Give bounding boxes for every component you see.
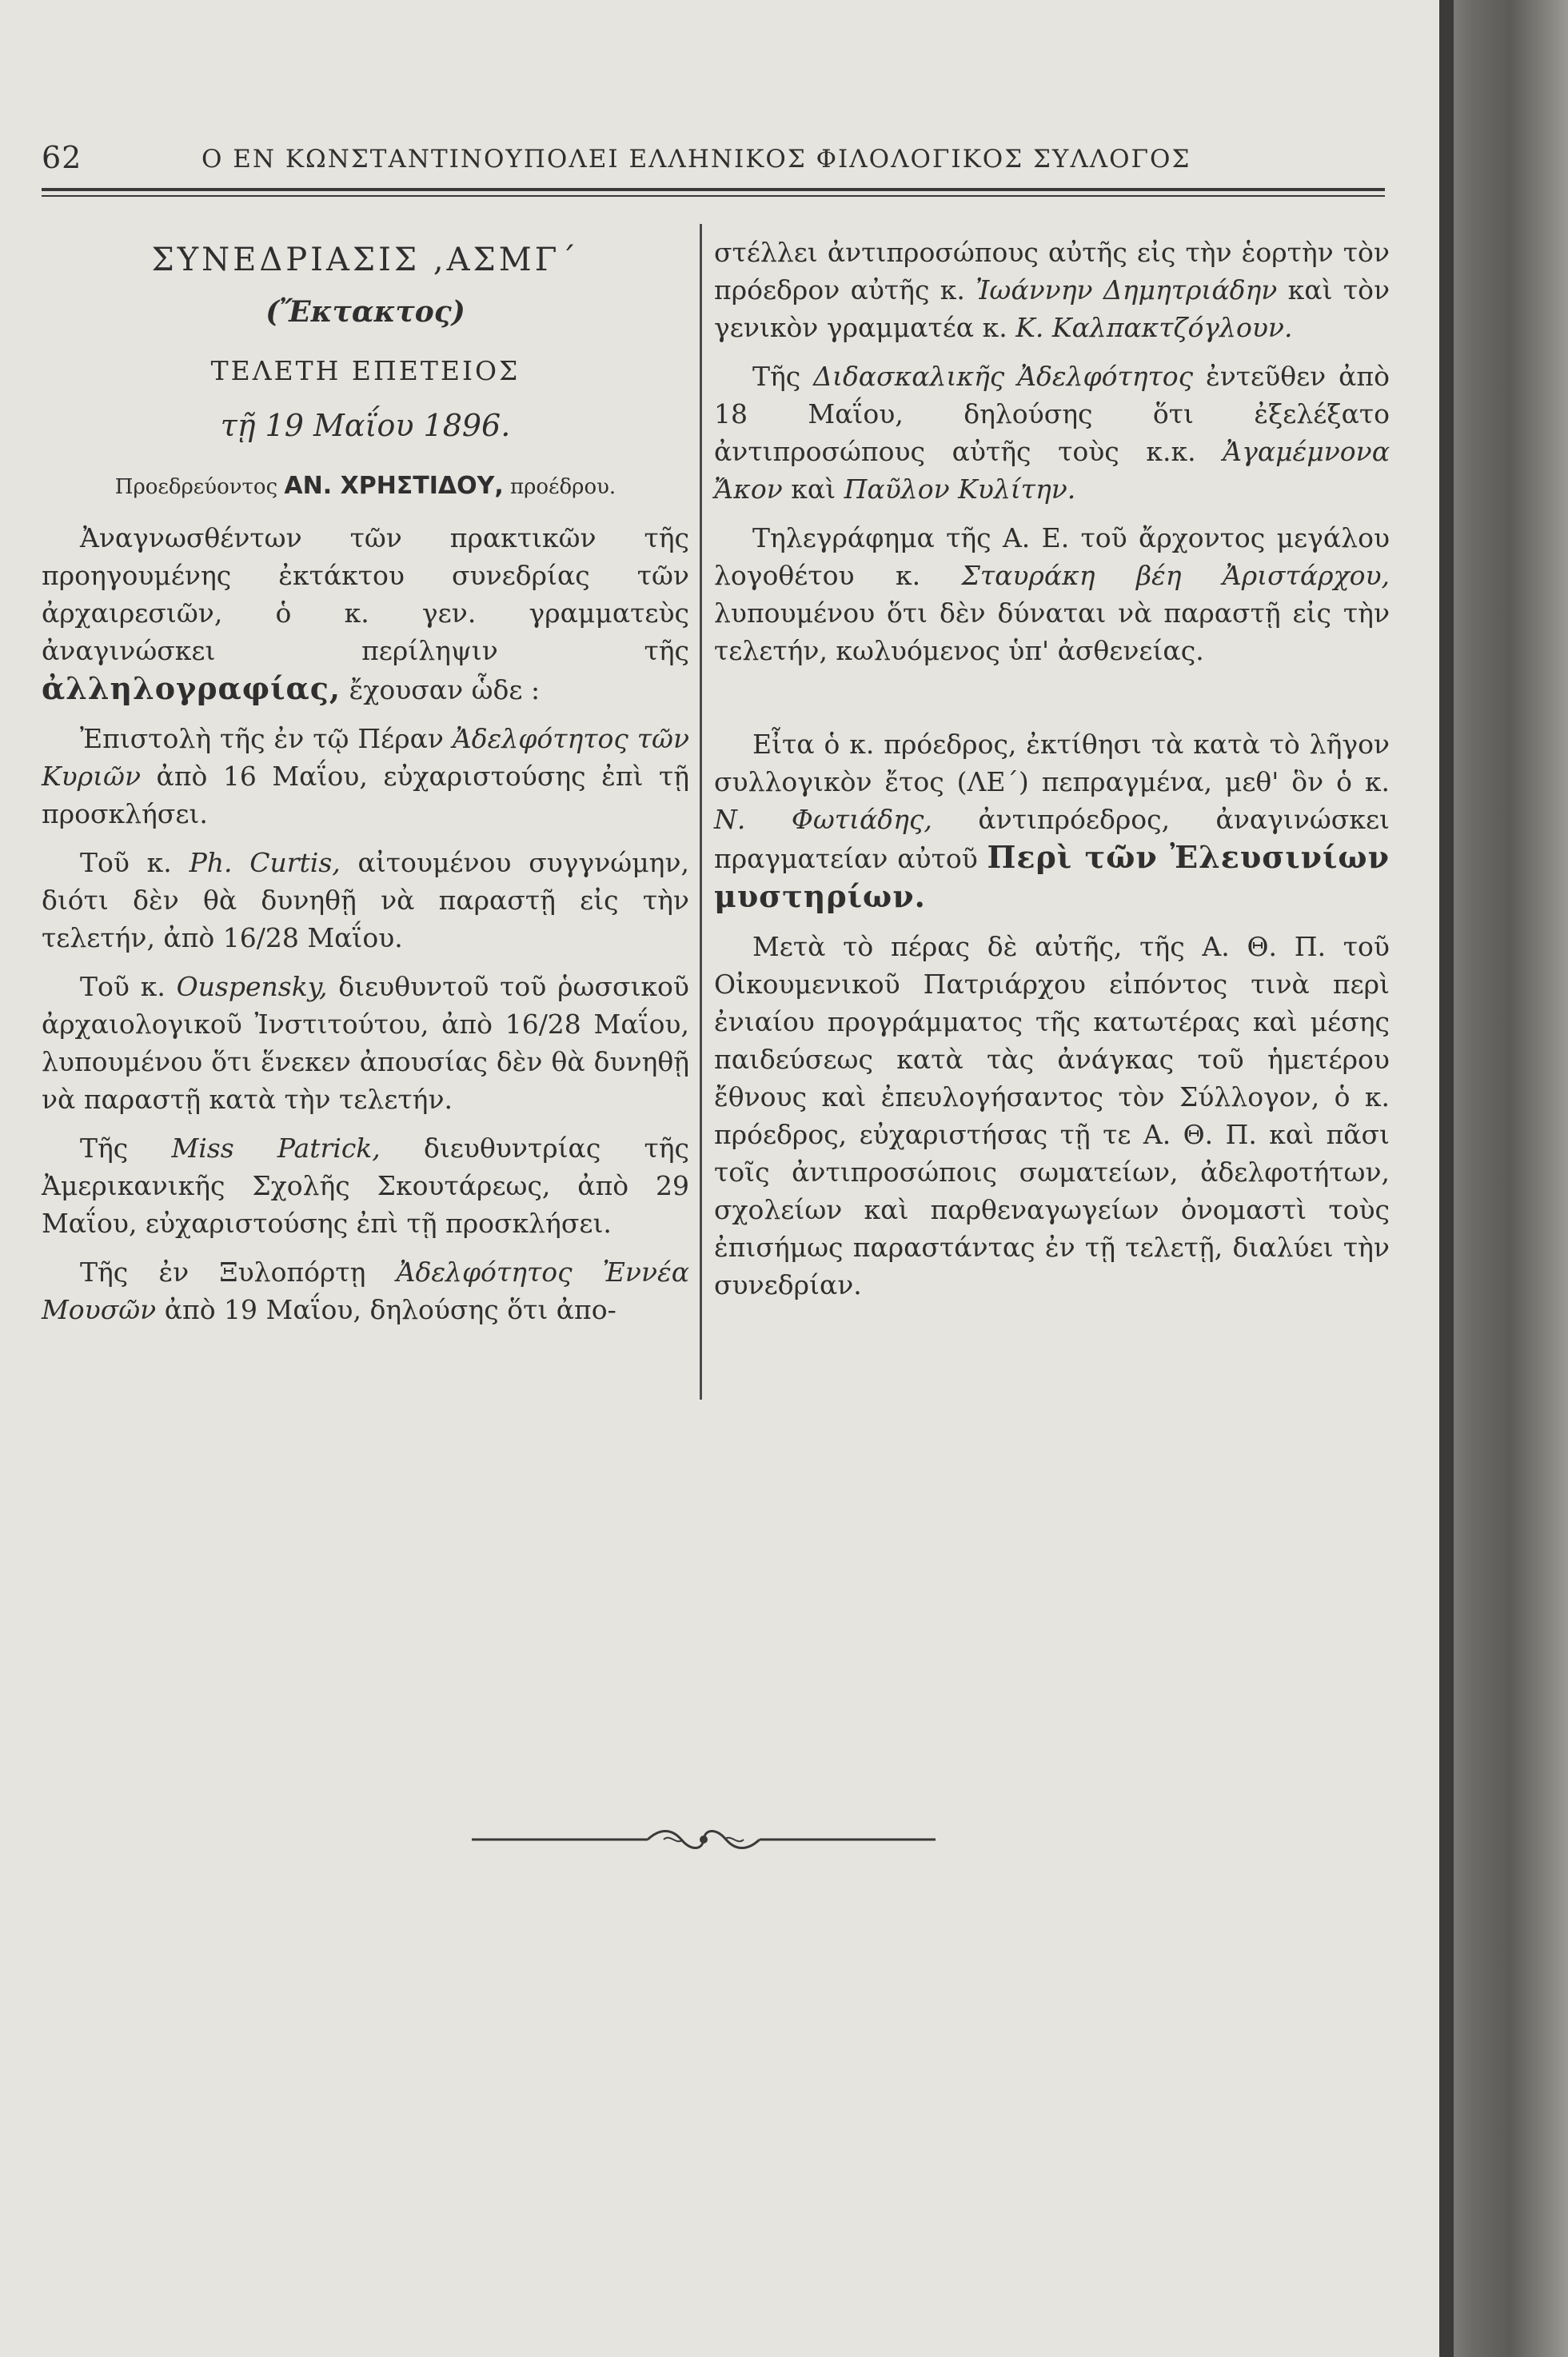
binding-gutter — [1439, 0, 1454, 2357]
paragraph-letter-patrick — [42, 1129, 689, 1242]
text-run: ἀντιπρόεδρος, ἀναγινώσκει πραγματείαν αὐτοῦ — [714, 804, 1390, 874]
paragraph-closing: Μετὰ τὸ πέρας δὲ αὐτῆς, τῆς Α. Θ. Π. τοῦ Οἰκουμενικοῦ Πατριάρχου εἰπόντος τινὰ περὶ ἐνιαίου προγράμματος τῆς κατωτέρας καὶ μέσης παιδεύσεως κατὰ τὰς ἀνάγκας τοῦ ἡμετέρου ἔθνους καὶ ἐπευλογήσαντος τὸν Σύλλογον, ὁ κ. πρόεδρος, εὐχαριστήσας τῇ τε Α. Θ. Π. καὶ πᾶσι τοῖς ἀντιπροσώποις σωματείων, ἀδελφοτήτων, σχολείων καὶ παρθεναγωγείων ὀνομαστὶ τοὺς ἐπισήμως παραστάντας ἐν τῇ τελετῇ, διαλύει τὴν συνεδρίαν. — [714, 931, 1390, 1300]
italic-name: Ν. Φωτιάδης, — [714, 804, 932, 835]
text-run: ἀπὸ 16 Μαΐου, εὐχαριστούσης ἐπὶ τῇ προσκλήσει. — [42, 761, 689, 829]
paragraph-president-report — [714, 725, 1390, 917]
italic-name: Διδασκαλικῆς Ἀδελφότητος — [813, 361, 1194, 392]
text-run: διευθυντοῦ τοῦ ῥωσσικοῦ ἀρχαιολογικοῦ Ἰνστιτούτου, ἀπὸ 16/28 Μαΐου, λυπουμένου ὅτι ἕνεκεν ἀπουσίας δὲν θὰ δυνηθῇ νὰ παραστῇ κατὰ τὴν τελετήν. — [42, 971, 689, 1115]
session-date: τῇ 19 Μαΐου 1896. — [220, 408, 511, 443]
italic-name: Ἀδελφότητος Ἐννέα Μουσῶν — [42, 1256, 689, 1325]
presider-name: ΑΝ. ΧΡΗΣΤΙΔΟΥ, — [284, 472, 504, 500]
text-run: ἀπὸ 19 Μαΐου, δηλούσης ὅτι ἀπο- — [164, 1294, 616, 1325]
paragraph-continuation — [714, 234, 1390, 346]
italic-name: Παῦλον Κυλίτην. — [844, 473, 1076, 505]
running-title: Ο ΕΝ ΚΩΝΣΤΑΝΤΙΝΟΥΠΟΛΕΙ ΕΛΛΗΝΙΚΟΣ ΦΙΛΟΛΟΓΙΚΟΣ ΣΥΛΛΟΓΟΣ — [201, 145, 1191, 174]
text-run: Τοῦ κ. — [80, 847, 172, 878]
italic-name: Miss Patrick, — [171, 1133, 381, 1164]
header-rule-thick — [42, 188, 1385, 191]
text-run: καὶ τὸν γενικὸν γραμματέα κ. — [714, 274, 1390, 343]
bold-term: ἀλληλογραφίας, — [42, 670, 341, 706]
running-header — [42, 140, 1385, 185]
paragraph-correspondence — [42, 519, 689, 709]
page-number: 62 — [42, 140, 82, 175]
text-run: Τῆς — [80, 1133, 129, 1164]
italic-name: Ἀγαμέμνονα Ἄκον — [714, 436, 1390, 505]
paragraph-teachers-brotherhood — [714, 358, 1390, 508]
text-run: λυπουμένου ὅτι δὲν δύναται νὰ παραστῇ εἰς τὴν τελετήν, κωλυόμενος ὑπ' ἀσθενείας. — [714, 597, 1390, 666]
italic-name: Σταυράκη βέη Ἀριστάρχου, — [961, 560, 1390, 591]
text-run: στέλλει ἀντιπροσώπους αὐτῆς εἰς τὴν ἑορτὴν τὸν πρόεδρον αὐτῆς κ. — [714, 237, 1390, 306]
text-run: διευθυντρίας τῆς Ἀμερικανικῆς Σχολῆς Σκουτάρεως, ἀπὸ 29 Μαΐου, εὐχαριστούσης ἐπὶ τῇ προσκλήσει. — [42, 1133, 689, 1239]
bold-title: Περὶ τῶν Ἐλευσινίων μυστηρίων. — [714, 839, 1390, 914]
text-run: Τηλεγράφημα τῆς Α. Ε. τοῦ ἄρχοντος μεγάλου λογοθέτου κ. — [714, 522, 1390, 591]
text-run: ἔχουσαν ὧδε : — [349, 674, 541, 705]
text-run: Εἶτα ὁ κ. πρόεδρος, ἐκτίθησι τὰ κατὰ τὸ λῆγον συλλογικὸν ἔτος (ΛΕ΄) πεπραγμένα, μεθ' ὃν ὁ κ. — [714, 729, 1390, 797]
italic-name: Ouspensky, — [176, 971, 328, 1002]
binding-shadow — [1439, 0, 1568, 2357]
session-subtitle: (Ἔκτακτος) — [265, 295, 465, 329]
left-column — [42, 234, 689, 1328]
text-run: Τῆς ἐν Ξυλοπόρτῃ — [80, 1256, 366, 1288]
session-title: ΣΥΝΕΔΡΙΑΣΙΣ ,ΑΣΜΓ΄ — [151, 242, 580, 278]
text-run: καὶ — [791, 473, 836, 505]
paragraph-telegram — [714, 519, 1390, 669]
paragraph-letter-curtis — [42, 844, 689, 957]
italic-name: Ἀδελφότητος τῶν Κυριῶν — [42, 723, 690, 792]
paragraph-letter-ouspensky — [42, 968, 689, 1118]
presider-suffix: προέδρου. — [510, 475, 616, 499]
column-divider — [700, 224, 702, 1400]
text-run: ἐντεῦθεν ἀπὸ 18 Μαΐου, δηλούσης ὅτι ἐξελέξατο ἀντιπροσώπους αὐτῆς τοὺς κ.κ. — [714, 361, 1390, 467]
right-column — [714, 234, 1390, 1304]
ornament-divider-icon — [472, 1824, 936, 1856]
header-rule-thin — [42, 195, 1385, 197]
session-event: ΤΕΛΕΤΗ ΕΠΕΤΕΙΟΣ — [210, 355, 521, 386]
text-run: Ἐπιστολὴ τῆς ἐν τῷ Πέραν — [80, 723, 444, 754]
presider-line — [42, 467, 689, 506]
paragraph-letter-ladies — [42, 720, 689, 833]
text-run: αἰτουμένου συγγνώμην, διότι δὲν θὰ δυνηθῇ νὰ παραστῇ εἰς τὴν τελετήν, ἀπὸ 16/28 Μαΐου. — [42, 847, 689, 953]
text-run: Ἀναγνωσθέντων τῶν πρακτικῶν τῆς προηγουμένης ἐκτάκτου συνεδρίας τῶν ἀρχαιρεσιῶν, ὁ κ. γεν. γραμματεὺς ἀναγινώσκει περίληψιν τῆς — [42, 522, 689, 666]
paragraph-letter-muses — [42, 1253, 689, 1328]
text-run: Τοῦ κ. — [80, 971, 166, 1002]
italic-name: Κ. Καλπακτζόγλουν. — [1015, 312, 1293, 343]
presider-prefix: Προεδρεύοντος — [114, 475, 278, 499]
text-run: Τῆς — [752, 361, 801, 392]
italic-name: Ἰωάννην Δημητριάδην — [976, 274, 1278, 306]
italic-name: Ph. Curtis, — [189, 847, 341, 878]
